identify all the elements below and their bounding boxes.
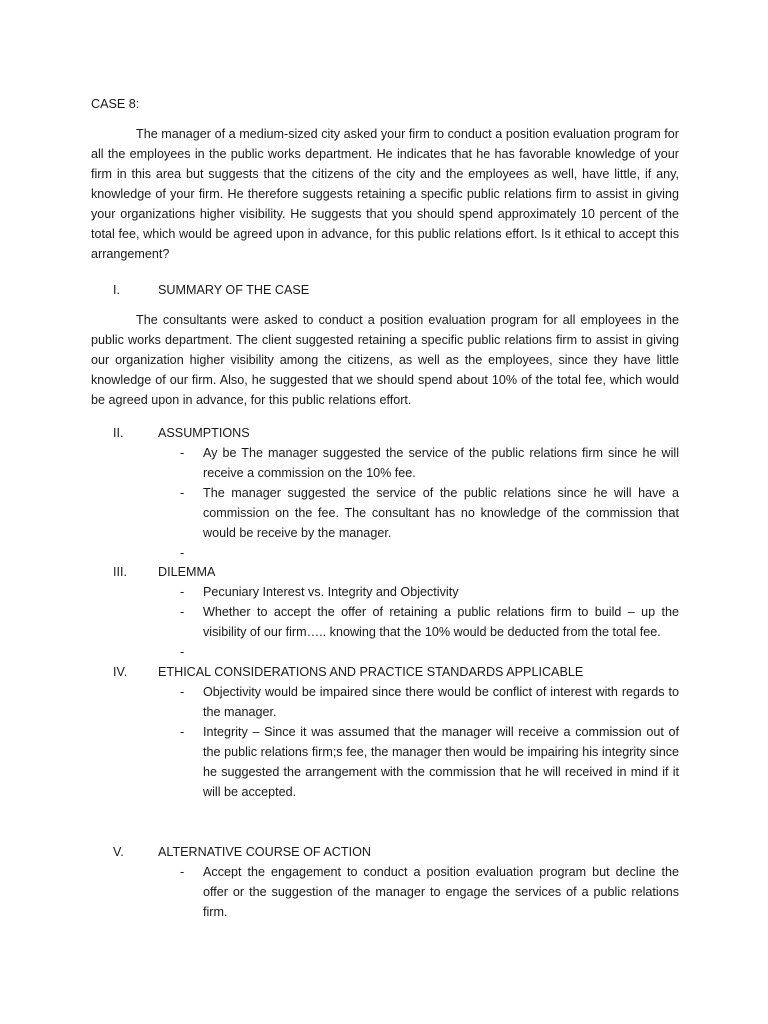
section-title: ASSUMPTIONS bbox=[158, 426, 250, 440]
list-item bbox=[180, 862, 679, 922]
section-title: DILEMMA bbox=[158, 565, 216, 579]
list-item-text: Accept the engagement to conduct a position evaluation program but decline the offer or the suggestion of the manager to engage the services of a public relations firm. bbox=[203, 865, 679, 919]
list-item bbox=[180, 682, 679, 722]
list-item bbox=[180, 602, 679, 642]
list-item-text: Objectivity would be impaired since there would be conflict of interest with regards to the manager. bbox=[203, 685, 679, 719]
bullet-dash: - bbox=[180, 645, 185, 659]
section-number: III. bbox=[113, 565, 127, 579]
section-title: SUMMARY OF THE CASE bbox=[158, 283, 310, 297]
bullet-dash: - bbox=[180, 725, 185, 739]
dilemma-list bbox=[180, 582, 679, 662]
section-number: V. bbox=[113, 845, 124, 859]
list-item bbox=[180, 582, 679, 602]
bullet-dash: - bbox=[180, 585, 185, 599]
list-item-text: Whether to accept the offer of retaining a public relations firm to build – up the visibility of our firm….. knowing that the 10% would be deducted from the total fee. bbox=[203, 605, 679, 639]
section-number: IV. bbox=[113, 665, 128, 679]
bullet-dash: - bbox=[180, 486, 185, 500]
bullet-dash: - bbox=[180, 446, 185, 460]
case-title: CASE 8: bbox=[91, 97, 140, 111]
section-number: I. bbox=[113, 283, 120, 297]
assumptions-list bbox=[180, 443, 679, 563]
section-title: ALTERNATIVE COURSE OF ACTION bbox=[158, 845, 371, 859]
summary-paragraph: The consultants were asked to conduct a position evaluation program for all employees in the public works department. The client suggested retaining a specific public relations firm to assist in giving our organization higher visibility among the citizens, as well as the employees, since they have little knowledge of our firm. Also, he suggested that we should spend about 10% of the total fee, which would be agreed upon in advance, for this public relations effort. bbox=[91, 313, 679, 407]
section-title: ETHICAL CONSIDERATIONS AND PRACTICE STANDARDS APPLICABLE bbox=[158, 665, 584, 679]
intro-paragraph: The manager of a medium-sized city asked your firm to conduct a position evaluation program for all the employees in the public works department. He indicates that he has favorable knowledge of your firm in this area but suggests that the citizens of the city and the employees as well, have little, if any, knowledge of your firm. He therefore suggests retaining a specific public relations firm to assist in giving your organizations higher visibility. He suggests that you should spend approximately 10 percent of the total fee, which would be agreed upon in advance, for this public relations effort. Is it ethical to accept this arrangement? bbox=[91, 127, 679, 261]
ethical-considerations-list bbox=[180, 682, 679, 802]
bullet-dash: - bbox=[180, 605, 185, 619]
list-item-text: Ay be The manager suggested the service of the public relations firm since he will receive a commission on the 10% fee. bbox=[203, 446, 679, 480]
list-item bbox=[180, 722, 679, 802]
list-item-text: The manager suggested the service of the public relations since he will have a commission on the fee. The consultant has no knowledge of the commission that would be receive by the manager. bbox=[203, 486, 679, 540]
list-item bbox=[180, 642, 679, 662]
bullet-dash: - bbox=[180, 685, 185, 699]
bullet-dash: - bbox=[180, 546, 185, 560]
list-item bbox=[180, 443, 679, 483]
bullet-dash: - bbox=[180, 865, 185, 879]
list-item-text: Pecuniary Interest vs. Integrity and Objectivity bbox=[203, 585, 459, 599]
list-item-text: Integrity – Since it was assumed that the manager will receive a commission out of the public relations firm;s fee, the manager then would be impairing his integrity since he suggested the arrangement with the commission that he will received in mind if it will be accepted. bbox=[203, 725, 679, 799]
section-number: II. bbox=[113, 426, 124, 440]
list-item bbox=[180, 483, 679, 543]
alternative-course-list bbox=[180, 862, 679, 922]
list-item bbox=[180, 543, 679, 563]
